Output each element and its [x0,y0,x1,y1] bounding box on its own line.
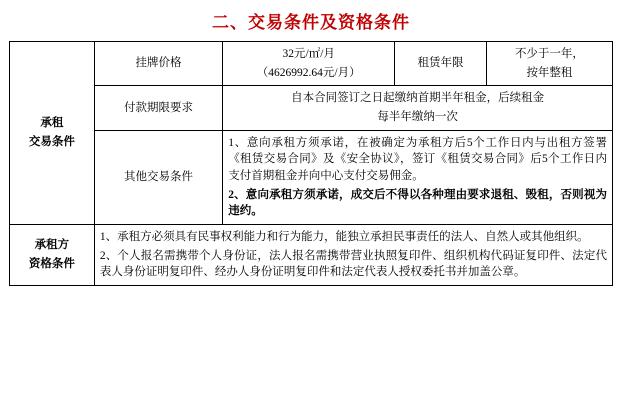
qualification-paragraph-2: 2、个人报名需携带个人身份证，法人报名需携带营业执照复印件、组织机构代码证复印件、法定代表人身份证明复印件、经办人身份证明复印件和法定代表人授权委托书并加盖公章。 [99,249,607,279]
price-value-line1: 32元/㎡/月 [282,48,335,60]
table-row [10,130,613,224]
qualification-paragraph-1: 1、承租方必须具有民事权利能力和行为能力，能独立承担民事责任的法人、自然人或其他组织。 [99,231,589,244]
row-label-line1: 承租方 [34,239,70,252]
cell-price-value [223,42,395,86]
cell-payment-label: 付款期限要求 [94,86,222,130]
table-row [10,86,613,130]
payment-value-line2: 每半年缴纳一次 [377,111,458,124]
page-title: 二、交易条件及资格条件 [212,13,410,32]
row-label-line1: 承租 [40,117,64,130]
row-label-qualification-conditions [10,225,95,286]
row-label-line2: 交易条件 [28,136,75,149]
cell-other-conditions-value [223,130,613,224]
term-value-line1: 不少于一年， [514,48,584,60]
other-conditions-paragraph-1: 1、意向承租方须承诺，在被确定为承租方后5个工作日内与出租方签署《租赁交易合同》及《安全协议》，签订《租赁交易合同》后5个工作日内支付首期租金并向中心支付交易佣金。 [228,136,607,183]
cell-term-value [486,42,612,86]
conditions-table [9,41,613,286]
cell-payment-value [223,86,613,130]
other-conditions-paragraph-2: 2、意向承租方须承诺，成交后不得以各种理由要求退租、毁租，否则视为违约。 [228,188,607,218]
cell-qualification-value [94,225,612,286]
table-row [10,42,613,86]
row-label-line2: 资格条件 [28,258,75,271]
cell-price-label: 挂牌价格 [94,42,222,86]
cell-term-label: 租赁年限 [395,42,487,86]
price-value-line2: （4626992.64元/月） [256,66,361,79]
term-value-line2: 按年整租 [526,66,573,79]
payment-value-line1: 自本合同签订之日起缴纳首期半年租金，后续租金 [291,92,545,105]
table-row [10,225,613,286]
row-label-transaction-conditions [10,42,95,225]
cell-other-conditions-label: 其他交易条件 [94,130,222,224]
